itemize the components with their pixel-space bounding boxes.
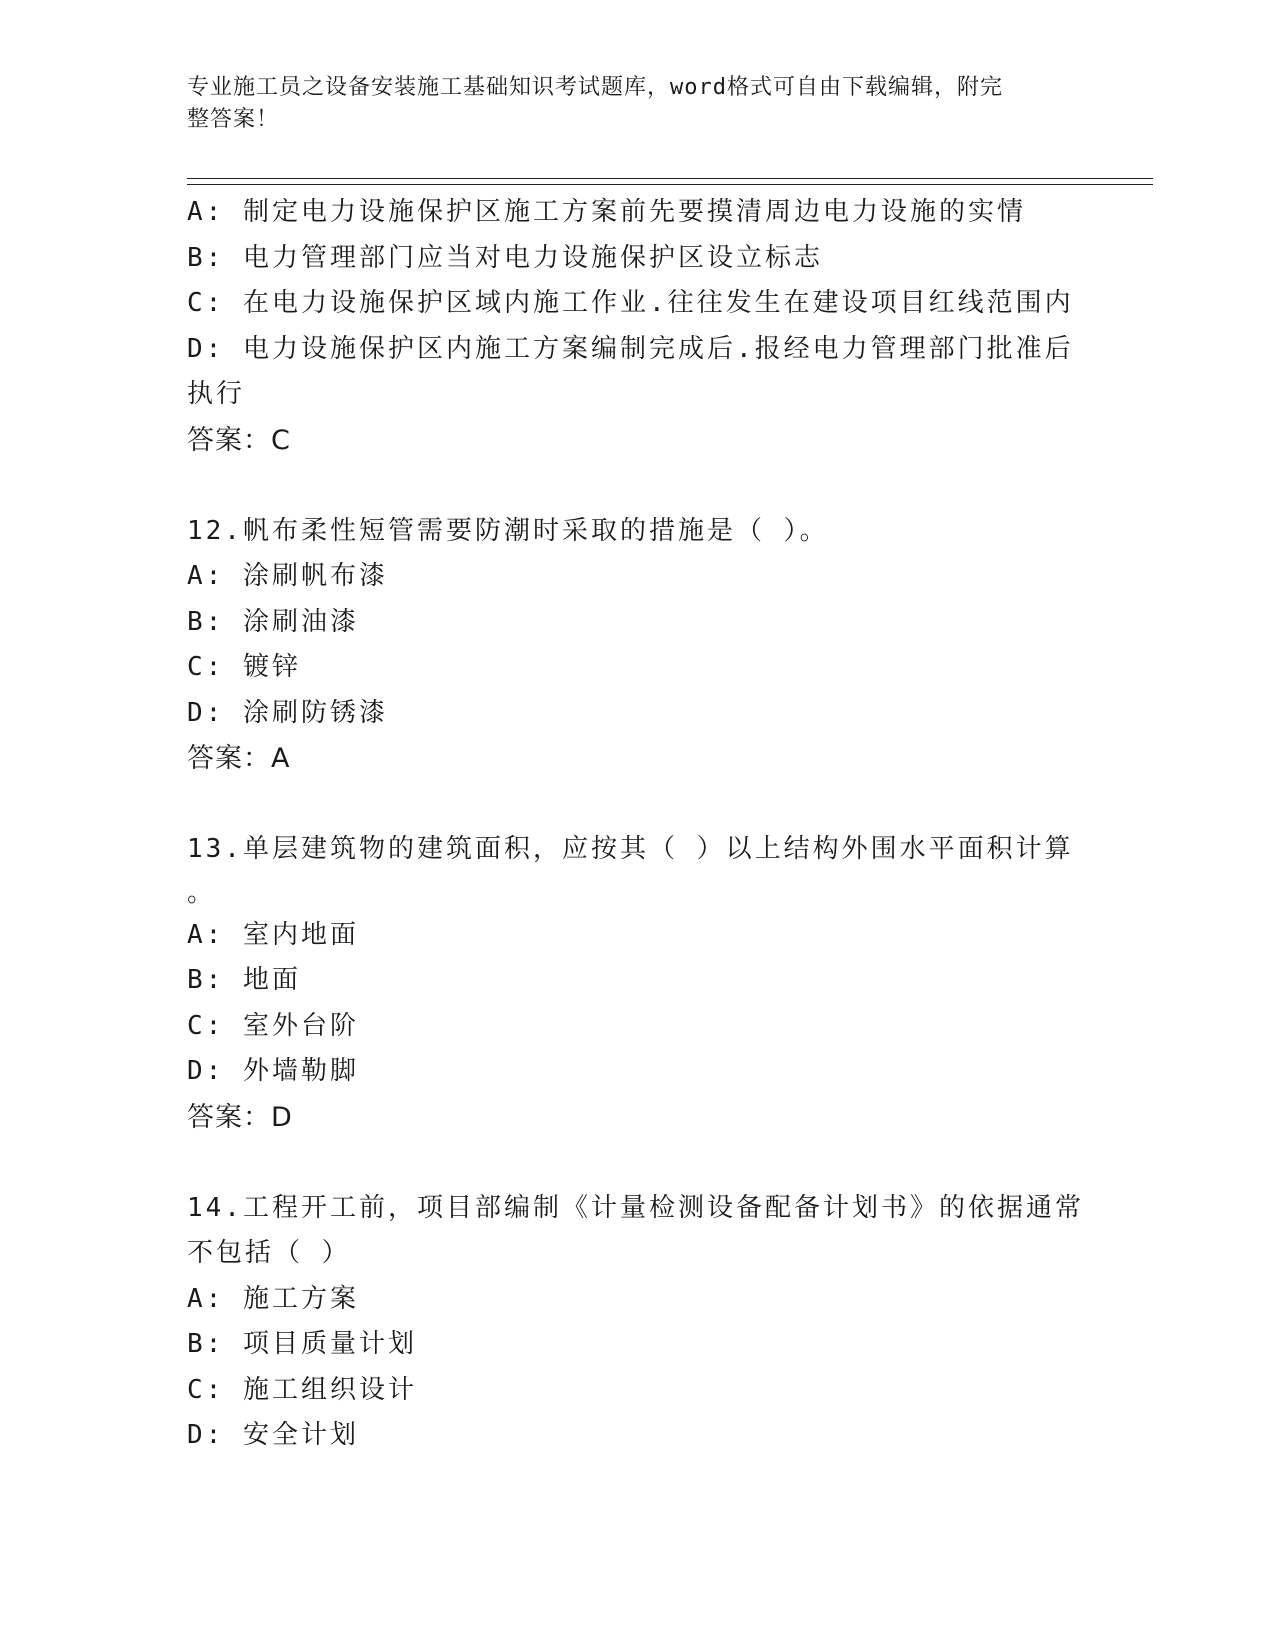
q12-answer: 答案：A — [187, 743, 291, 774]
q14-question-line-1: 14.工程开工前，项目部编制《计量检测设备配备计划书》的依据通常 — [187, 1192, 1084, 1223]
q13-answer: 答案：D — [187, 1101, 293, 1133]
q11-option-c: C: 在电力设施保护区域内施工作业.往往发生在建设项目红线范围内 — [187, 288, 1074, 318]
q11-option-a: A: 制定电力设施保护区施工方案前先要摸清周边电力设施的实情 — [187, 197, 1026, 227]
q13-option-a: A: 室内地面 — [187, 919, 359, 950]
q11-option-d-line-2: 执行 — [187, 379, 246, 409]
q14-option-d: D: 安全计划 — [187, 1420, 359, 1450]
question-12 — [187, 509, 1067, 782]
header-line-2: 整答案！ — [187, 107, 280, 132]
q13-question-line-1: 13.单层建筑物的建筑面积，应按其（ ）以上结构外围水平面积计算 — [187, 834, 1074, 864]
q14-option-a: A: 施工方案 — [187, 1283, 359, 1314]
header-line-1: 专业施工员之设备安装施工基础知识考试题库，word格式可自由下载编辑，附完 — [187, 75, 1003, 100]
q14-option-c: C: 施工组织设计 — [187, 1374, 417, 1405]
q11-answer: 答案：C — [187, 424, 291, 456]
q14-question-line-2: 不包括（ ） — [187, 1238, 351, 1268]
q13-option-c: C: 室外台阶 — [187, 1010, 359, 1041]
q12-option-a: A: 涂刷帆布漆 — [187, 561, 388, 591]
document-header — [187, 72, 1067, 136]
q13-option-b: B: 地面 — [187, 965, 301, 995]
q12-question: 12.帆布柔性短管需要防潮时采取的措施是（ ）。 — [187, 515, 829, 546]
question-11 — [187, 190, 1074, 463]
header-divider-top — [187, 178, 1153, 179]
q13-question-line-2: 。 — [187, 877, 217, 908]
header-divider-bottom — [187, 184, 1153, 185]
q12-option-d: D: 涂刷防锈漆 — [187, 697, 388, 728]
question-14 — [187, 1186, 1084, 1459]
q12-option-b: B: 涂刷油漆 — [187, 606, 359, 637]
q11-option-b: B: 电力管理部门应当对电力设施保护区设立标志 — [187, 242, 823, 273]
question-list — [187, 190, 1084, 1459]
question-13 — [187, 827, 1074, 1140]
q14-option-b: B: 项目质量计划 — [187, 1329, 417, 1359]
q13-option-d: D: 外墙勒脚 — [187, 1056, 359, 1086]
q11-option-d-line-1: D: 电力设施保护区内施工方案编制完成后.报经电力管理部门批准后 — [187, 333, 1074, 364]
q12-option-c: C: 镀锌 — [187, 652, 301, 682]
